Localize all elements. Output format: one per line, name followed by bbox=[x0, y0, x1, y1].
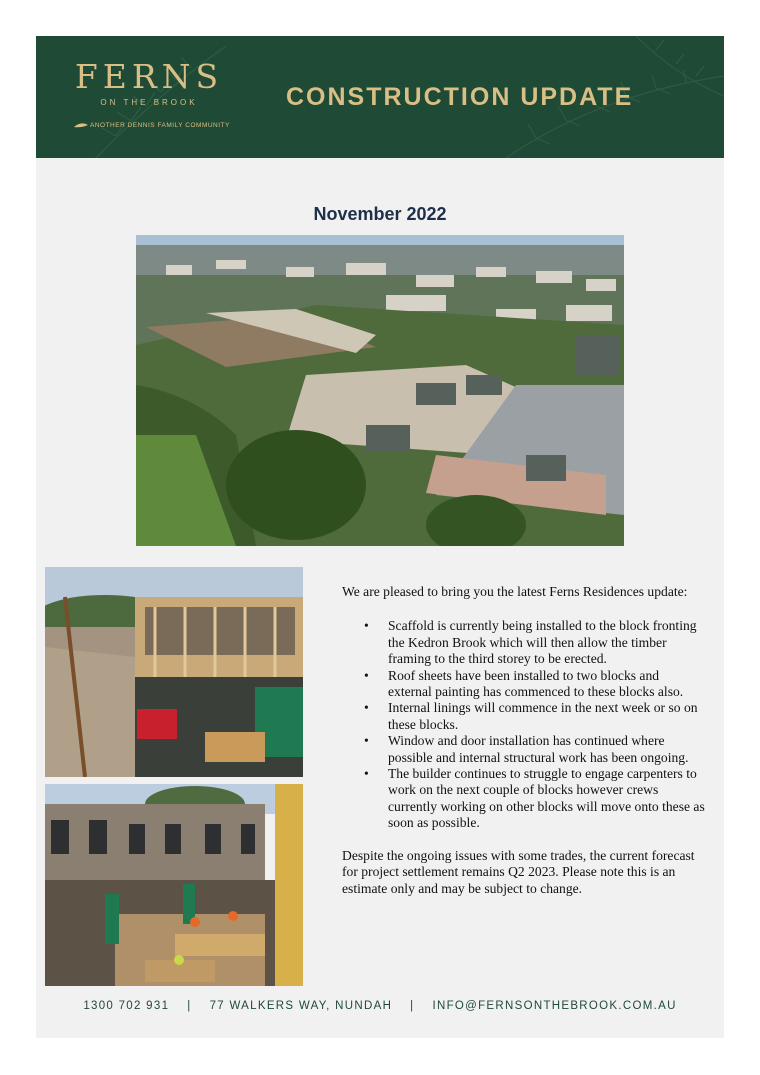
footer-separator: | bbox=[410, 1000, 415, 1012]
list-item: • The builder continues to struggle to engage carpenters to work on the next couple of blocks however crews currently working on other blocks will move onto these as soon as possible. bbox=[388, 766, 706, 832]
brand-tagline bbox=[74, 122, 230, 129]
intro-paragraph: We are pleased to bring you the latest Ferns Residences update: bbox=[342, 584, 688, 599]
list-item: • Window and door installation has continued where possible and internal structural work has been ongoing. bbox=[388, 733, 706, 766]
footer-separator: | bbox=[187, 1000, 192, 1012]
brand-logo bbox=[74, 57, 224, 107]
header-title: CONSTRUCTION UPDATE bbox=[286, 83, 634, 111]
update-bullet-list bbox=[342, 618, 706, 831]
footer-contact-bar bbox=[36, 1000, 724, 1012]
brand-name: FERNS bbox=[74, 57, 224, 96]
leaf-icon bbox=[74, 123, 88, 128]
footer-email[interactable]: INFO@FERNSONTHEBROOK.COM.AU bbox=[432, 1000, 677, 1012]
list-item: • Internal linings will commence in the next week or so on these blocks. bbox=[388, 700, 706, 733]
footer-address: 77 WALKERS WAY, NUNDAH bbox=[209, 1000, 393, 1012]
brand-subtitle: ON THE BROOK bbox=[100, 98, 198, 107]
aerial-site-photo bbox=[136, 235, 624, 546]
list-item: • Roof sheets have been installed to two blocks and external painting has commenced to these blocks also. bbox=[388, 668, 706, 701]
site-framing-photo bbox=[45, 567, 303, 777]
update-body bbox=[342, 584, 706, 897]
list-item: • Scaffold is currently being installed to the block fronting the Kedron Brook which will then allow the timber framing to the third storey to be erected. bbox=[388, 618, 706, 667]
site-scaffold-photo bbox=[45, 784, 303, 986]
update-month-heading: November 2022 bbox=[313, 204, 447, 224]
footer-phone[interactable]: 1300 702 931 bbox=[83, 1000, 170, 1012]
brand-tagline-text: ANOTHER DENNIS FAMILY COMMUNITY bbox=[90, 122, 230, 129]
header-banner bbox=[36, 36, 724, 158]
closing-paragraph: Despite the ongoing issues with some trades, the current forecast for project settlement remains Q2 2023. Please note this is an estimate only and may be subject to change. bbox=[342, 847, 695, 896]
